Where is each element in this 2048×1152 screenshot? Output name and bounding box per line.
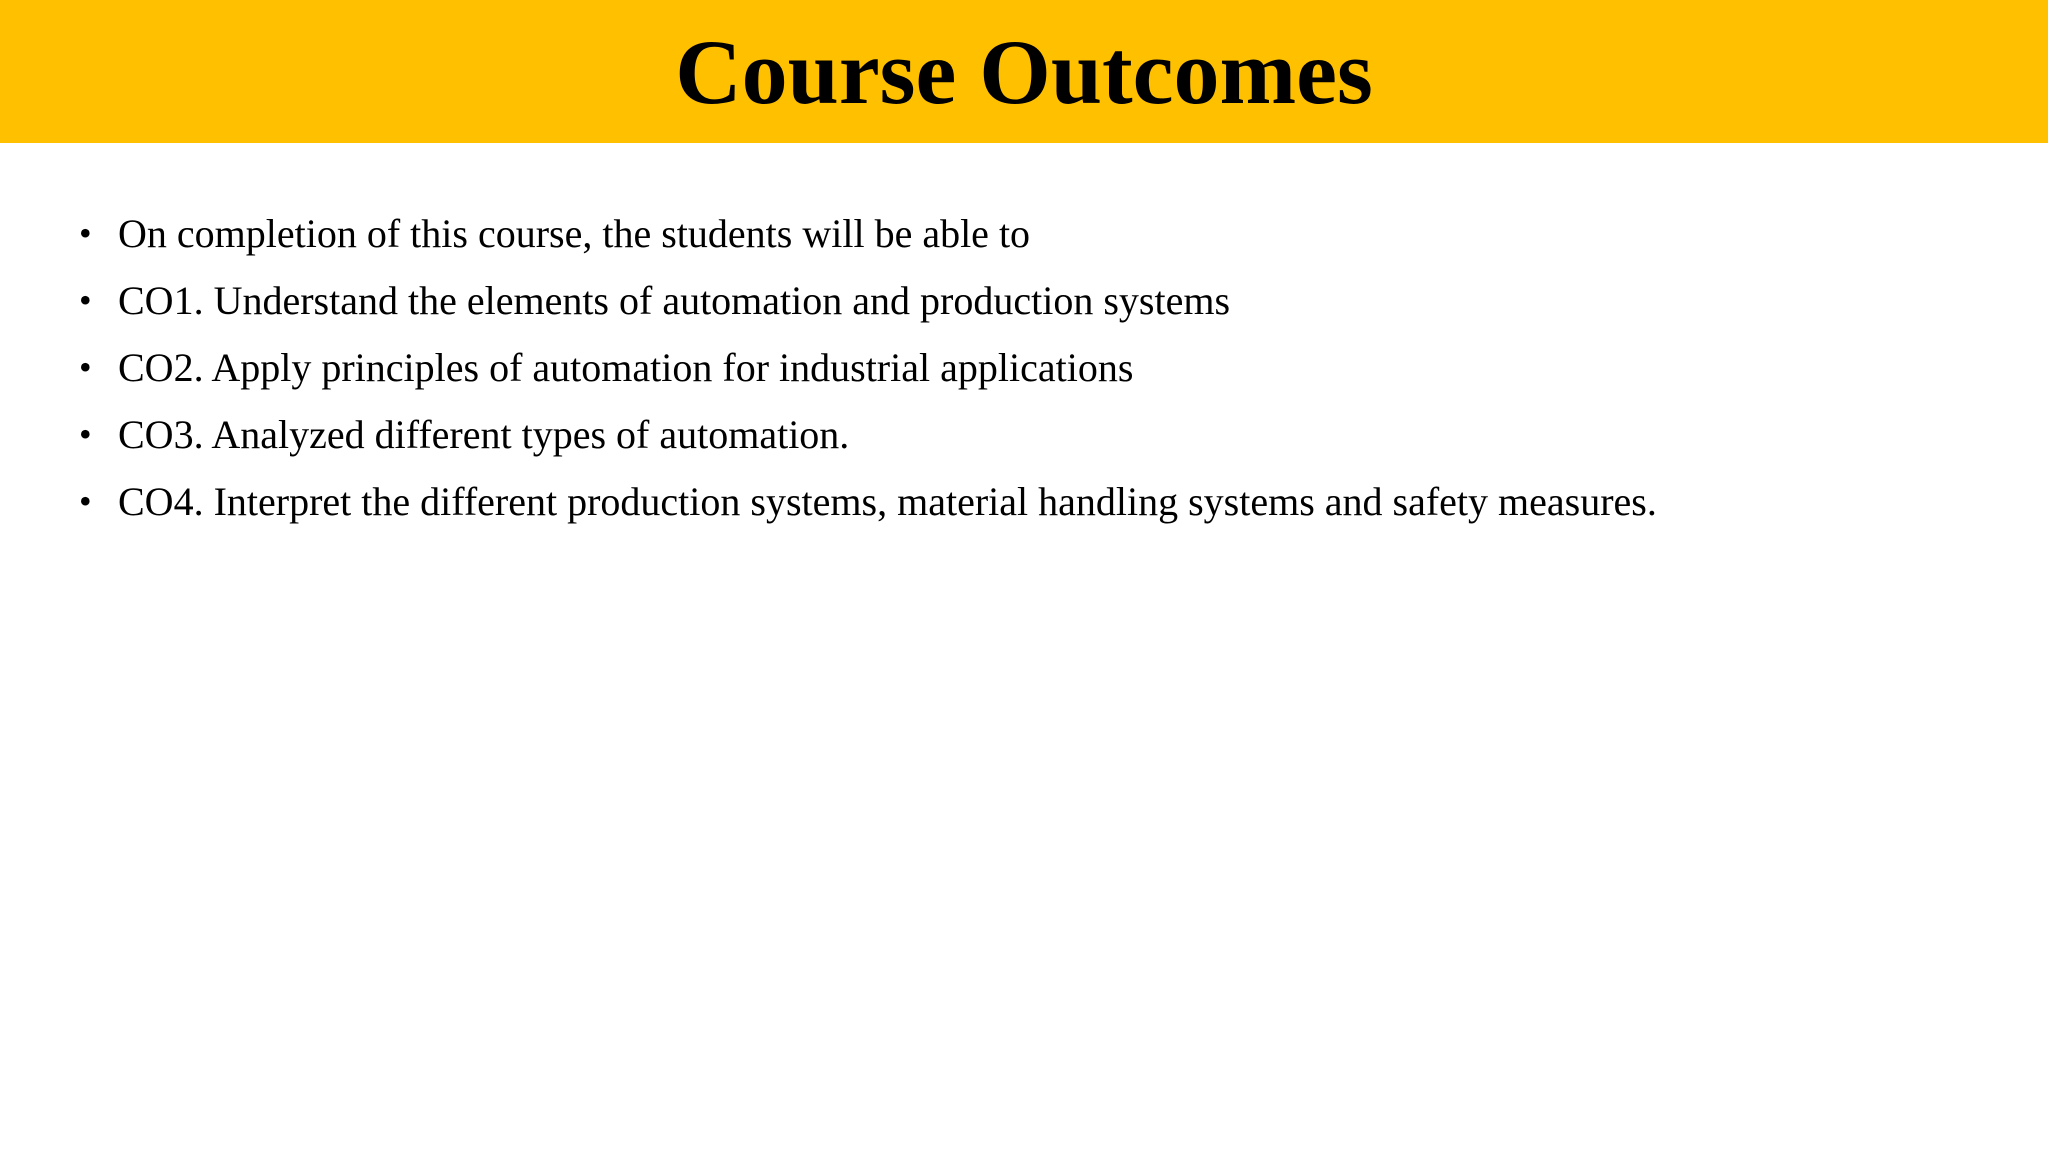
list-item — [0, 334, 2048, 401]
list-item-text: CO3. Analyzed different types of automation. — [118, 412, 850, 457]
course-outcomes-list — [0, 200, 2048, 535]
list-item — [0, 401, 2048, 468]
bullet-icon: • — [79, 481, 92, 521]
list-item-text: CO4. Interpret the different production systems, material handling systems and safety measures. — [118, 479, 1657, 524]
slide-title: Course Outcomes — [675, 20, 1373, 123]
bullet-icon: • — [79, 414, 92, 454]
list-item — [0, 468, 2048, 535]
title-bar — [0, 0, 2048, 143]
list-item-text: On completion of this course, the students will be able to — [118, 211, 1031, 256]
bullet-icon: • — [79, 347, 92, 387]
list-item-text: CO2. Apply principles of automation for industrial applications — [118, 345, 1134, 390]
bullet-icon: • — [79, 213, 92, 253]
list-item-text: CO1. Understand the elements of automation and production systems — [118, 278, 1231, 323]
bullet-icon: • — [79, 280, 92, 320]
slide-content — [0, 200, 2048, 535]
list-item — [0, 200, 2048, 267]
list-item — [0, 267, 2048, 334]
